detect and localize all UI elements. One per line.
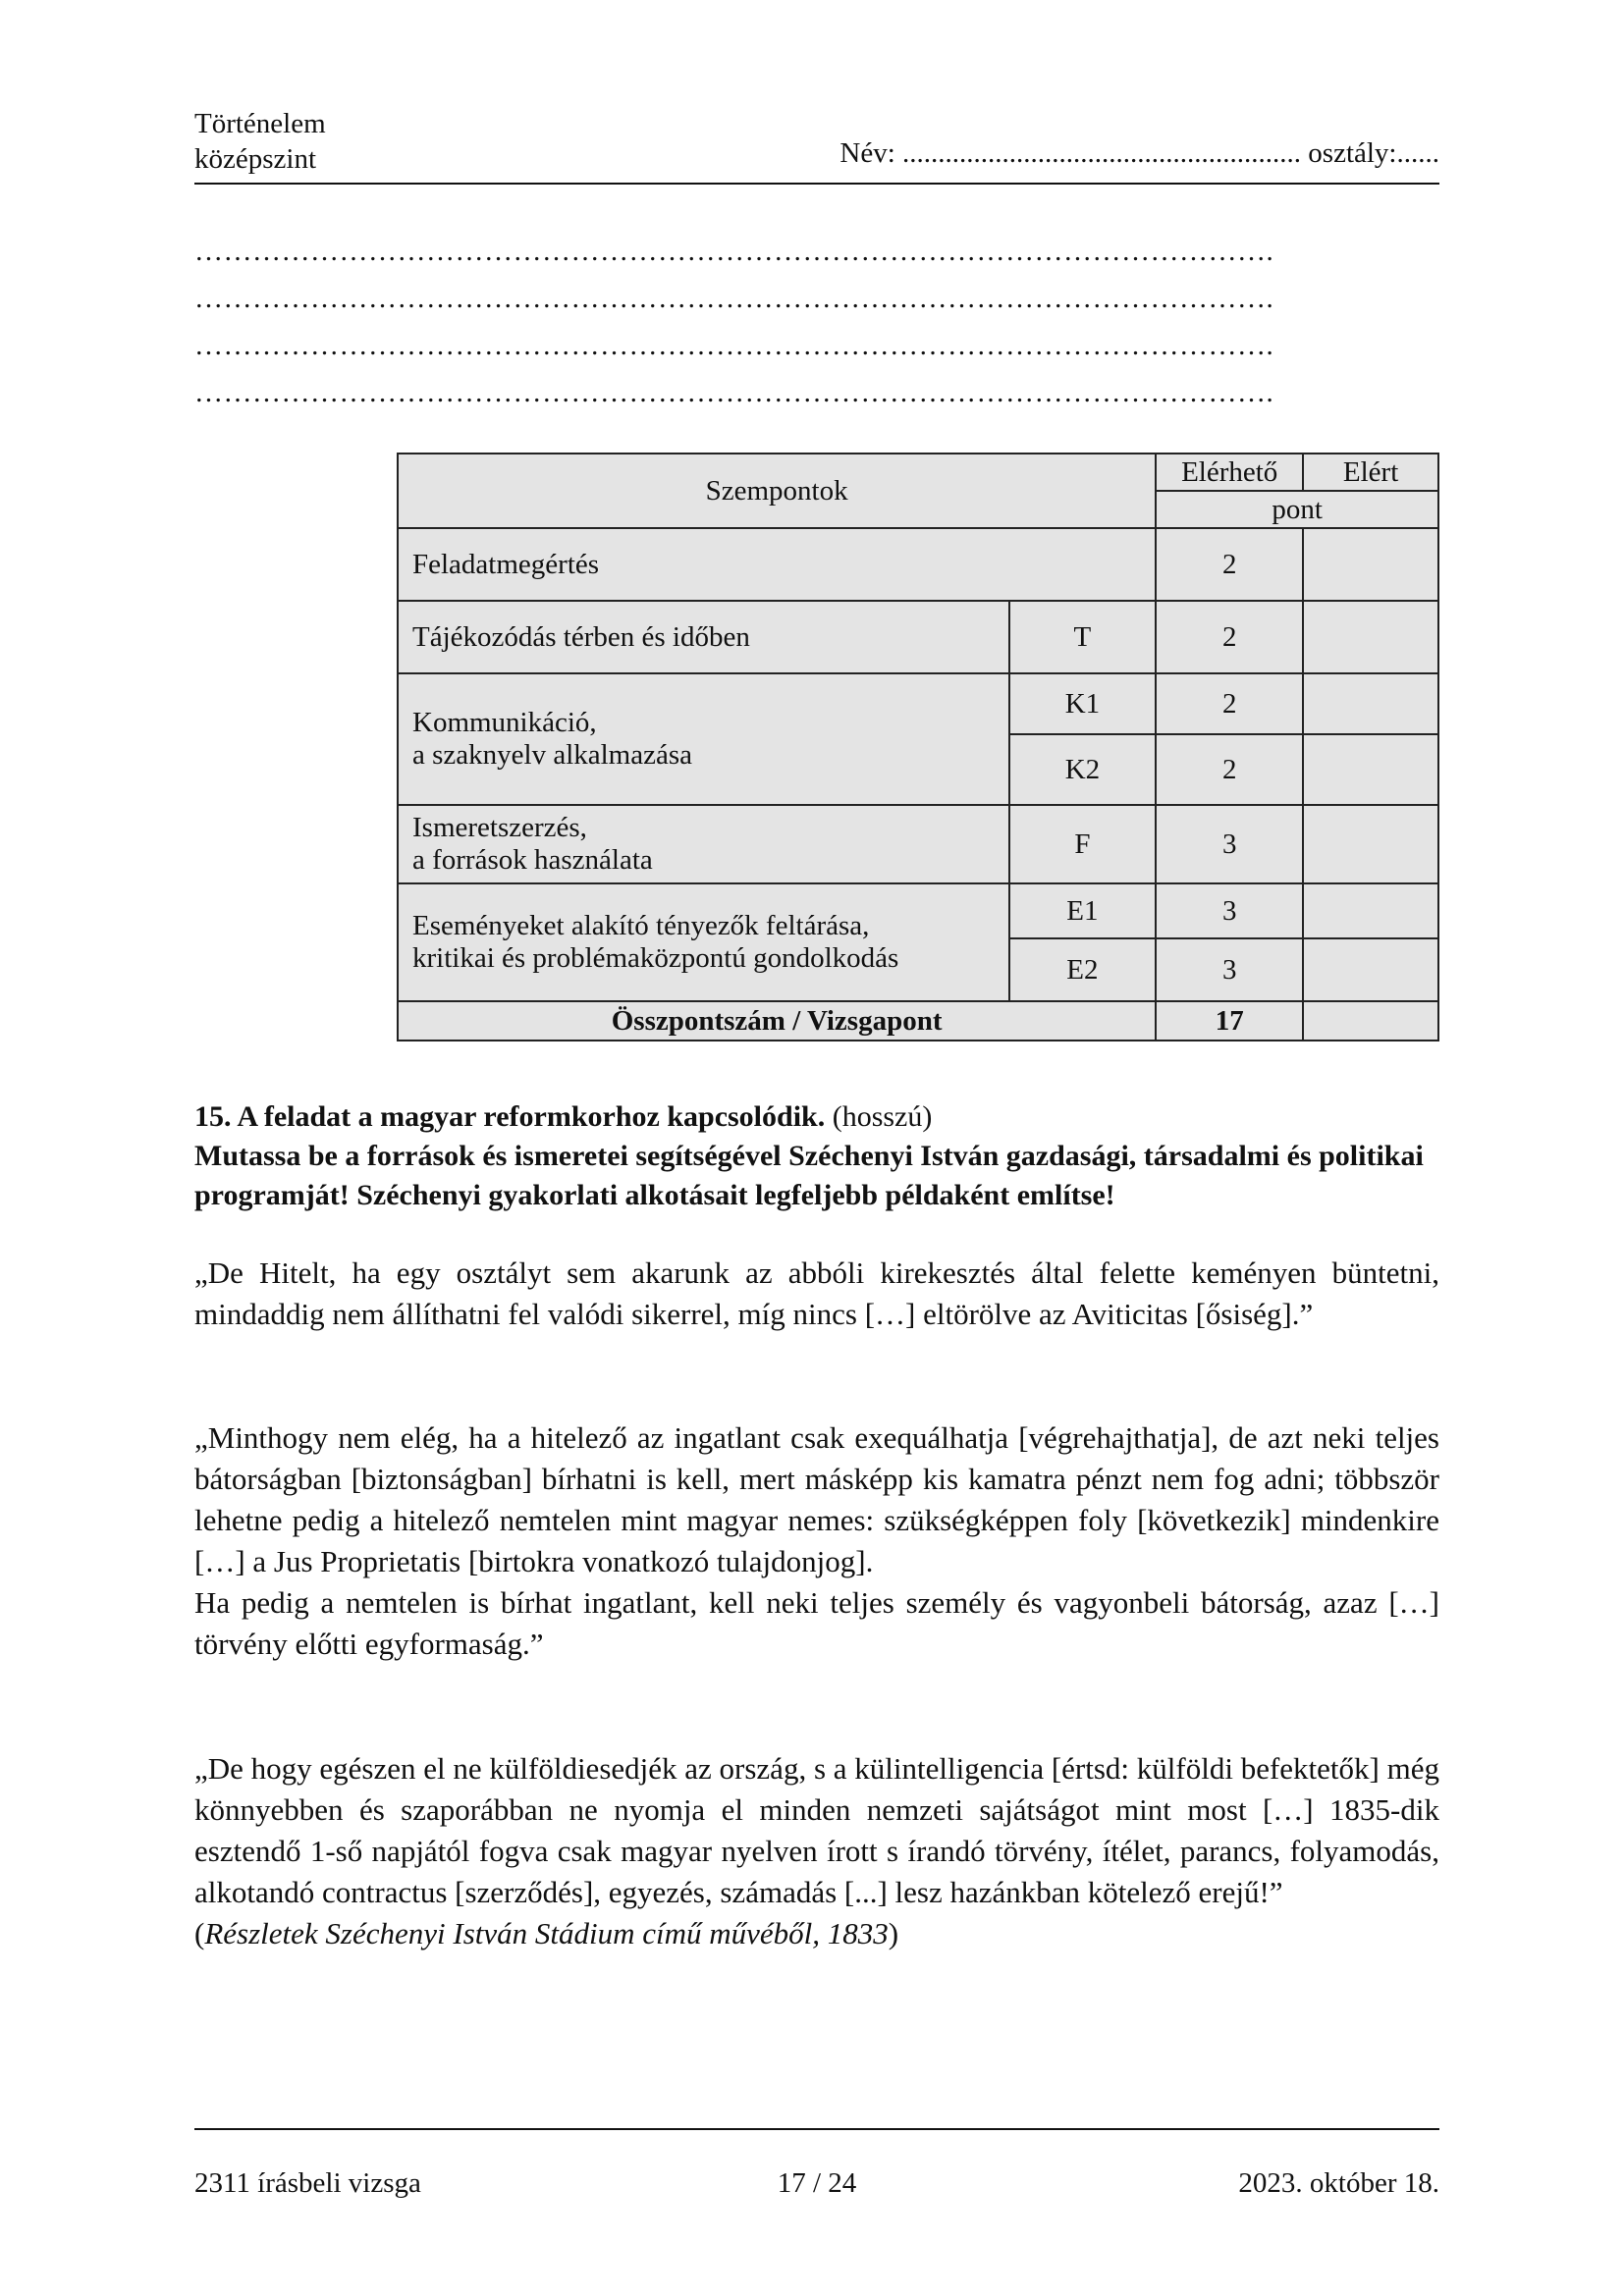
task-instruction: Mutassa be a források és ismeretei segítségével Széchenyi István gazdasági, társadalmi és politikai programját! Széchenyi gyakorlati alkotásait legfeljebb példaként említse! [194,1140,1424,1211]
exam-code: 2311 írásbeli vizsga [194,2167,421,2199]
total-label: Összpontszám / Vizsgapont [398,1001,1156,1041]
code-cell: E2 [1009,938,1157,1001]
achieved-cell[interactable] [1303,601,1438,673]
code-cell: T [1009,601,1157,673]
achieved-cell[interactable] [1303,528,1438,601]
total-achieved-cell[interactable] [1303,1001,1438,1041]
task-title [194,1097,1439,1137]
name-class-field: Név: ........................................................ osztály:...... [839,137,1439,169]
subject-name: Történelem [194,108,326,139]
points-cell: 2 [1156,601,1303,673]
points-cell: 2 [1156,673,1303,734]
criterion-cell: Feladatmegértés [398,528,1156,601]
code-cell: K2 [1009,734,1157,805]
header-points: pont [1156,491,1438,528]
quote-text: „De Hitelt, ha egy osztályt sem akarunk az abbóli kirekesztés által felette keményen büntetni, mindaddig nem állíthatni fel valódi sikerrel, míg nincs […] eltörölve az Aviticitas [ősiség].” [194,1255,1439,1331]
code-cell: K1 [1009,673,1157,734]
source-citation: (Részletek Széchenyi István Stádium című művéből, 1833) [194,1916,899,1950]
source-title: Részletek Széchenyi István Stádium című művéből, 1833 [204,1916,889,1950]
answer-line: …………………………………………………………………………………………………. [194,283,1274,314]
task-title-suffix: (hosszú) [825,1100,933,1133]
header-achievable: Elérhető [1156,454,1303,491]
achieved-cell[interactable] [1303,938,1438,1001]
source-quote-3 [194,1748,1439,1954]
achieved-cell[interactable] [1303,805,1438,883]
criterion-cell [398,883,1009,1001]
criterion-cell [398,673,1009,805]
criterion-line: Ismeretszerzés, [412,812,587,843]
header-achieved: Elért [1303,454,1438,491]
points-cell: 3 [1156,938,1303,1001]
code-cell: E1 [1009,883,1157,938]
subject-level: középszint [194,143,317,175]
points-cell: 3 [1156,883,1303,938]
quote-text: Ha pedig a nemtelen is bírhat ingatlant, kell neki teljes személy és vagyonbeli bátorság, azaz […] törvény előtti egyformaság.” [194,1585,1439,1661]
points-cell: 2 [1156,528,1303,601]
criterion-cell [398,805,1009,883]
points-cell: 3 [1156,805,1303,883]
quote-text: „De hogy egészen el ne külföldiesedjék az ország, s a külintelligencia [értsd: külföldi befektetők] még könnyebben és szaporábban ne nyomja el minden nemzeti sajátságot mint most […] 1835-dik esztendő 1-ső napjától fogva csak magyar nyelven írott s írandó törvény, ítélet, parancs, folyamodás, alkotandó contractus [szerződés], egyezés, számadás [...] lesz hazánkban kötelező erejű!” [194,1751,1439,1909]
achieved-cell[interactable] [1303,883,1438,938]
criterion-cell: Tájékozódás térben és időben [398,601,1009,673]
achieved-cell[interactable] [1303,734,1438,805]
criterion-line: a szaknyelv alkalmazása [412,739,693,771]
code-cell: F [1009,805,1157,883]
total-points: 17 [1156,1001,1303,1041]
achieved-cell[interactable] [1303,673,1438,734]
score-table [397,453,1439,1041]
answer-line: …………………………………………………………………………………………………. [194,377,1274,408]
task-block [194,1097,1439,1215]
criterion-line: kritikai és problémaközpontú gondolkodás [412,942,899,974]
quote-text: „Minthogy nem elég, ha a hitelező az ingatlant csak exequálhatja [végrehajthatja], de azt neki teljes bátorságban [biztonságban] bírhatni is kell, mert másképp kis kamatra pénzt nem fog adni; többször lehetne pedig a hitelező nemtelen mint magyar nemes: szükségképpen foly [következik] mindenkire […] a Jus Proprietatis [birtokra vonatkozó tulajdonjog]. [194,1420,1439,1578]
answer-line: …………………………………………………………………………………………………. [194,330,1274,361]
source-quote-1 [194,1253,1439,1335]
answer-lines [194,228,1439,416]
criterion-line: Kommunikáció, [412,707,597,738]
answer-line: …………………………………………………………………………………………………. [194,236,1274,267]
exam-date: 2023. október 18. [1238,2167,1439,2199]
source-quote-2 [194,1417,1439,1665]
points-cell: 2 [1156,734,1303,805]
page-number: 17 / 24 [777,2167,857,2199]
header-criteria: Szempontok [398,454,1156,528]
header-subject [194,106,326,177]
page-footer [194,2128,1439,2209]
criterion-line: a források használata [412,844,653,876]
page-header [194,106,1439,185]
task-title-bold: 15. A feladat a magyar reformkorhoz kapcsolódik. [194,1100,826,1133]
criterion-line: Eseményeket alakító tényezők feltárása, [412,910,870,941]
